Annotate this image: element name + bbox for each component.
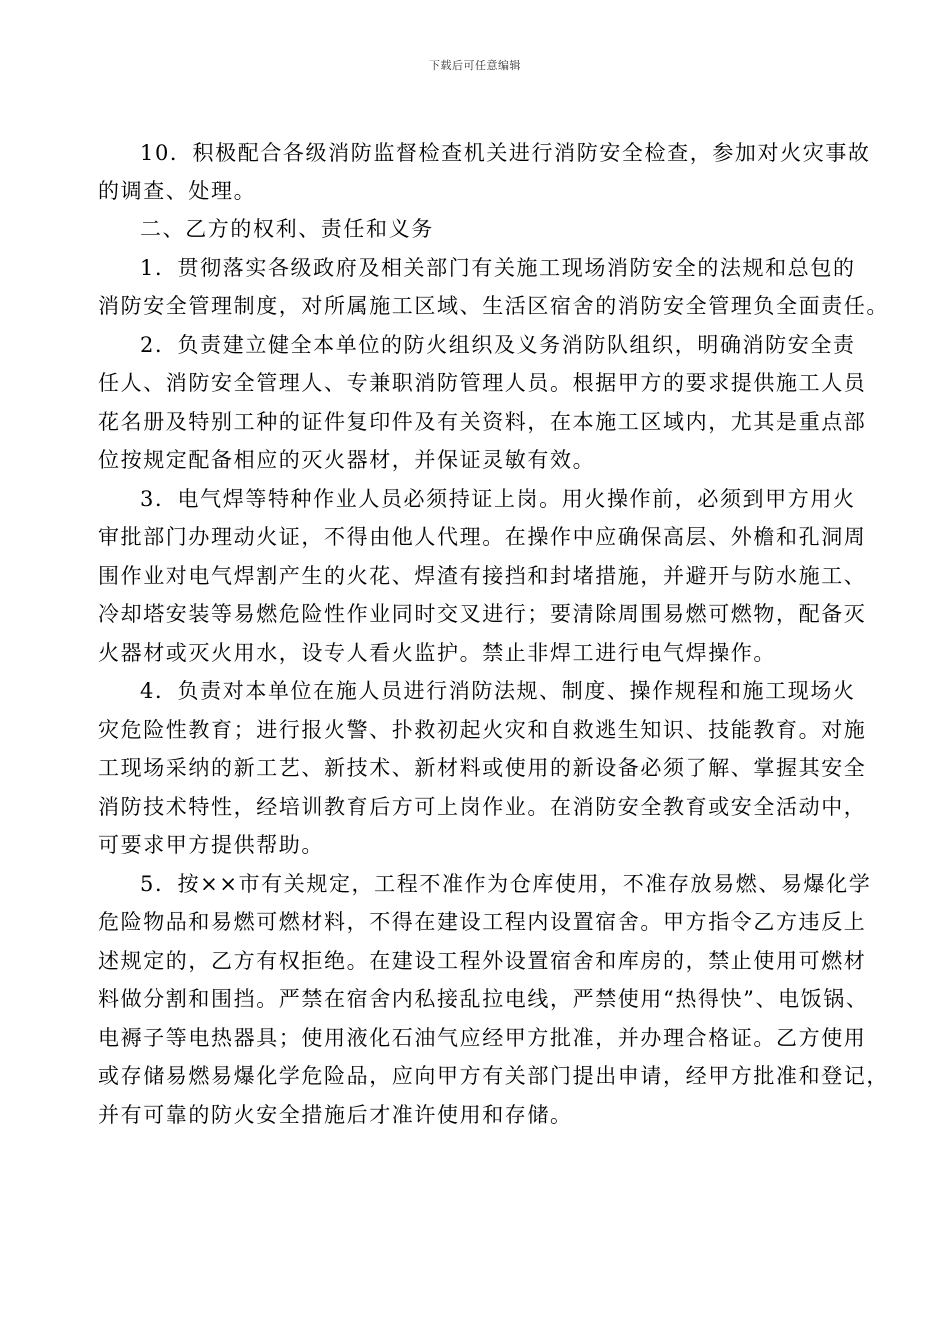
body-line: 火器材或灭火用水，设专人看火监护。禁止非焊工进行电气焊操作。 (98, 641, 776, 665)
body-line: 消防技术特性，经培训教育后方可上岗作业。在消防安全教育或安全活动中， (98, 795, 867, 819)
body-line: 审批部门办理动火证，不得由他人代理。在操作中应确保高层、外檐和孔洞周 (98, 525, 867, 549)
body-line: 灾危险性教育；进行报火警、扑救初起火灾和自救逃生知识、技能教育。对施 (98, 718, 867, 742)
body-line: 位按规定配备相应的灭火器材，并保证灵敏有效。 (98, 448, 596, 472)
body-line: 可要求甲方提供帮助。 (98, 833, 324, 857)
body-line: 电褥子等电热器具；使用液化石油气应经甲方批准，并办理合格证。乙方使用 (98, 1026, 867, 1050)
body-line: 4．负责对本单位在施人员进行消防法规、制度、操作规程和施工现场火 (140, 679, 856, 703)
body-line: 5．按××市有关规定，工程不准作为仓库使用，不准存放易燃、易爆化学 (140, 872, 872, 896)
body-line: 冷却塔安装等易燃危险性作业同时交叉进行；要清除周围易燃可燃物，配备灭 (98, 602, 867, 626)
body-line: 围作业对电气焊割产生的火花、焊渣有接挡和封堵措施，并避开与防水施工、 (98, 564, 867, 588)
body-line: 并有可靠的防火安全措施后才准许使用和存储。 (98, 1103, 573, 1127)
body-line: 消防安全管理制度，对所属施工区域、生活区宿舍的消防安全管理负全面责任。 (98, 294, 889, 318)
body-line: 料做分割和围挡。严禁在宿舍内私接乱拉电线，严禁使用“热得快”、电饭锅、 (98, 987, 869, 1011)
body-line: 3．电气焊等特种作业人员必须持证上岗。用火操作前，必须到甲方用火 (140, 487, 856, 511)
body-line: 花名册及特别工种的证件复印件及有关资料，在本施工区域内，尤其是重点部 (98, 410, 867, 434)
page-header: 下载后可任意编辑 (429, 59, 521, 72)
body-line: 危险物品和易燃可燃材料，不得在建设工程内设置宿舍。甲方指令乙方违反上 (98, 910, 867, 934)
body-line: 任人、消防安全管理人、专兼职消防管理人员。根据甲方的要求提供施工人员 (98, 371, 867, 395)
body-line: 述规定的，乙方有权拒绝。在建设工程外设置宿舍和库房的，禁止使用可燃材 (98, 949, 867, 973)
body-line: 工现场采纳的新工艺、新技术、新材料或使用的新设备必须了解、掌握其安全 (98, 756, 867, 780)
body-line: 10．积极配合各级消防监督检查机关进行消防安全检查，参加对火灾事故 (140, 141, 871, 165)
section-heading: 二、乙方的权利、责任和义务 (140, 217, 434, 241)
body-line: 2．负责建立健全本单位的防火组织及义务消防队组织，明确消防安全责 (140, 333, 856, 357)
body-line: 的调查、处理。 (98, 179, 257, 203)
body-line: 1．贯彻落实各级政府及相关部门有关施工现场消防安全的法规和总包的 (140, 256, 856, 280)
body-line: 或存储易燃易爆化学危险品，应向甲方有关部门提出申请，经甲方批准和登记， (98, 1064, 889, 1088)
